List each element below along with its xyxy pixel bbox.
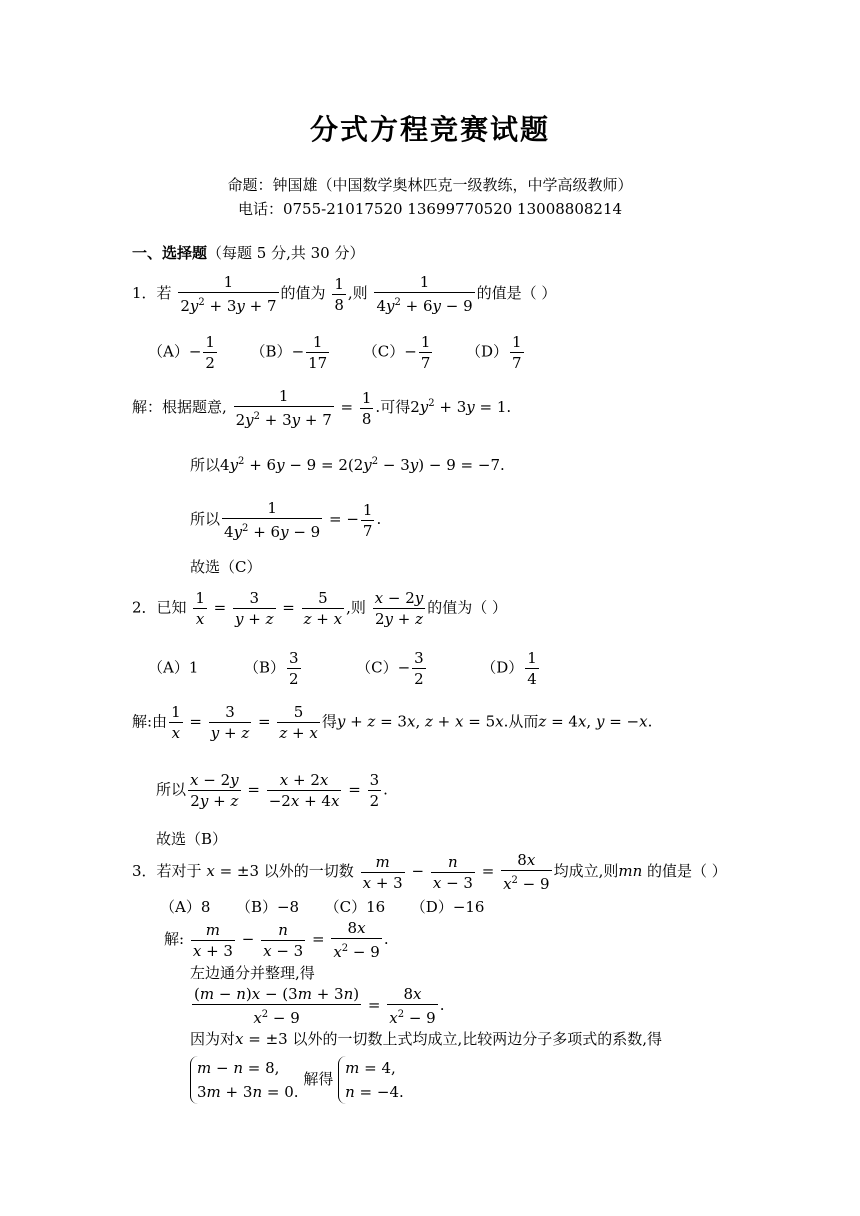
q1-options: （A）− $\frac{1}{2}$ （B）− $\frac{1}{17}$ （C）− $\frac{1}{7}$ （D） $\frac{1}{7}$ [148,333,522,372]
question-text: 若对于 [156,862,202,880]
option-b: （B） [243,658,285,677]
fraction: $\frac{1}{2y^2 + 3y + 7}$ [180,273,277,315]
section-heading [132,242,365,263]
q3-solution-line1: 解: $\frac{m}{x + 3}$ − $\frac{n}{x - 3}$ = $\frac{8x}{x^2 - 9}$ . [164,919,389,961]
author-line: 命题：钟国雄（中国数学奥林匹克一级教练，中学高级教师） [227,176,633,194]
q3-step2: 因为对x = ±3 以外的一切数上式均成立,比较两边分子多项式的系数,得 [190,1030,663,1048]
option-b: （B） [250,342,292,361]
option-d: （D） [465,342,508,361]
fraction: $\frac{1}{4y^2 + 6y - 9}$ [376,273,473,315]
q1-answer: 故选（C） [190,558,262,576]
solution-text: .可得 [375,398,411,416]
fraction: $\frac{1}{8}$ [334,274,344,314]
option-a: （A） [148,342,189,361]
phone-line: 电话：0755-21017520 13699770520 13008808214 [237,200,623,218]
q2-solution-line1: 解:由 $\frac{1}{x}$ = $\frac{3}{y + z}$ = $\frac{5}{z + x}$ 得y + z = 3x, z + x = 5x.从而z = 4x, y = −x. [132,703,653,742]
section-title: 一、选择题 [132,244,208,262]
page-title: 分式方程竞赛试题 [309,113,550,146]
q3-options [160,896,484,917]
solution-text: 得 [321,712,337,731]
question-text: 以外的一切数 [263,862,354,880]
question-text: 的值为 [280,284,326,302]
option-d: （D）−16 [410,898,485,916]
equation-system: m − n = 8, 3m + 3n = 0. [190,1056,299,1104]
solution-text: 所以 [190,456,221,474]
question-text: 的值是（ ） [647,862,727,880]
q1-solution-line1: 解：根据题意, $\frac{1}{2y^2 + 3y + 7}$ = $\frac{1}{8}$ .可得$2y^2 + 3y = 1$. [132,387,512,429]
option-a: （A）1 [148,658,199,677]
solution-text: 解: [164,930,185,948]
q2-solution-line2: 所以 $\frac{x - 2y}{2y + z}$ = $\frac{x + 2x}{-2x + 4x}$ = $\frac{3}{2}$ . [156,771,388,810]
q2-options: （A）1 （B） $\frac{3}{2}$ （C）− $\frac{3}{2}$ （D） $\frac{1}{4}$ [148,649,537,688]
question-number: 2． [132,598,157,617]
option-a: （A）8 [160,898,211,916]
question-text: 的值为（ ） [427,598,508,617]
solution-text: 所以 [190,510,221,528]
q3-solution-line2: $\frac{(m - n)x - (3m + 3n)}{x^2 - 9}$ = $\frac{8x}{x^2 - 9}$ . [194,985,445,1027]
question-3: 3．若对于 x = ±3 以外的一切数 $\frac{m}{x + 3}$ − $\frac{n}{x - 3}$ = $\frac{8x}{x^2 - 9}$ 均成立,则mn 的值是（ ） [132,851,727,893]
solution-text: 解得 [303,1070,334,1088]
q2-answer: 故选（B） [156,830,228,848]
question-text: 已知 [156,598,187,617]
solution-text: .从而 [503,712,539,731]
question-text: ,则 [346,598,366,617]
solution-text: 因为对 [190,1030,236,1048]
question-number: 3． [132,862,157,880]
question-text: ,则 [347,284,368,302]
equation-system: m = 4, n = −4. [338,1056,404,1104]
solution-text: 所以 [156,780,187,799]
question-number: 1． [132,284,157,302]
option-d: （D） [481,658,524,677]
option-c: （C）16 [324,898,386,916]
question-text: 的值是（ ） [476,284,557,302]
option-c: （C） [362,342,405,361]
section-note: （每题 5 分,共 30 分） [207,244,365,262]
option-c: （C） [356,658,398,677]
question-text: 均成立,则 [553,862,619,880]
solution-text: 解：根据题意, [132,398,227,416]
q3-step1: 左边通分并整理,得 [190,964,315,982]
solution-text: 以外的一切数上式均成立,比较两边分子多项式的系数,得 [292,1030,663,1048]
option-b: （B）−8 [235,898,300,916]
question-2: 2．已知 $\frac{1}{x}$ = $\frac{3}{y + z}$ = $\frac{5}{z + x}$ ,则 $\frac{x - 2y}{2y + z}$ 的值为（ ） [132,589,508,628]
q3-system [190,1056,404,1104]
question-text: 若 [156,284,172,302]
question-1 [132,272,556,316]
q1-solution-line3: 所以 $\frac{1}{4y^2 + 6y - 9}$ = − $\frac{1}{7}$ . [190,499,382,541]
q1-solution-line2: 所以$4y^2 + 6y - 9 = 2(2y^2 - 3y) - 9 = -7$. [190,456,505,474]
solution-text: 解:由 [132,712,168,731]
